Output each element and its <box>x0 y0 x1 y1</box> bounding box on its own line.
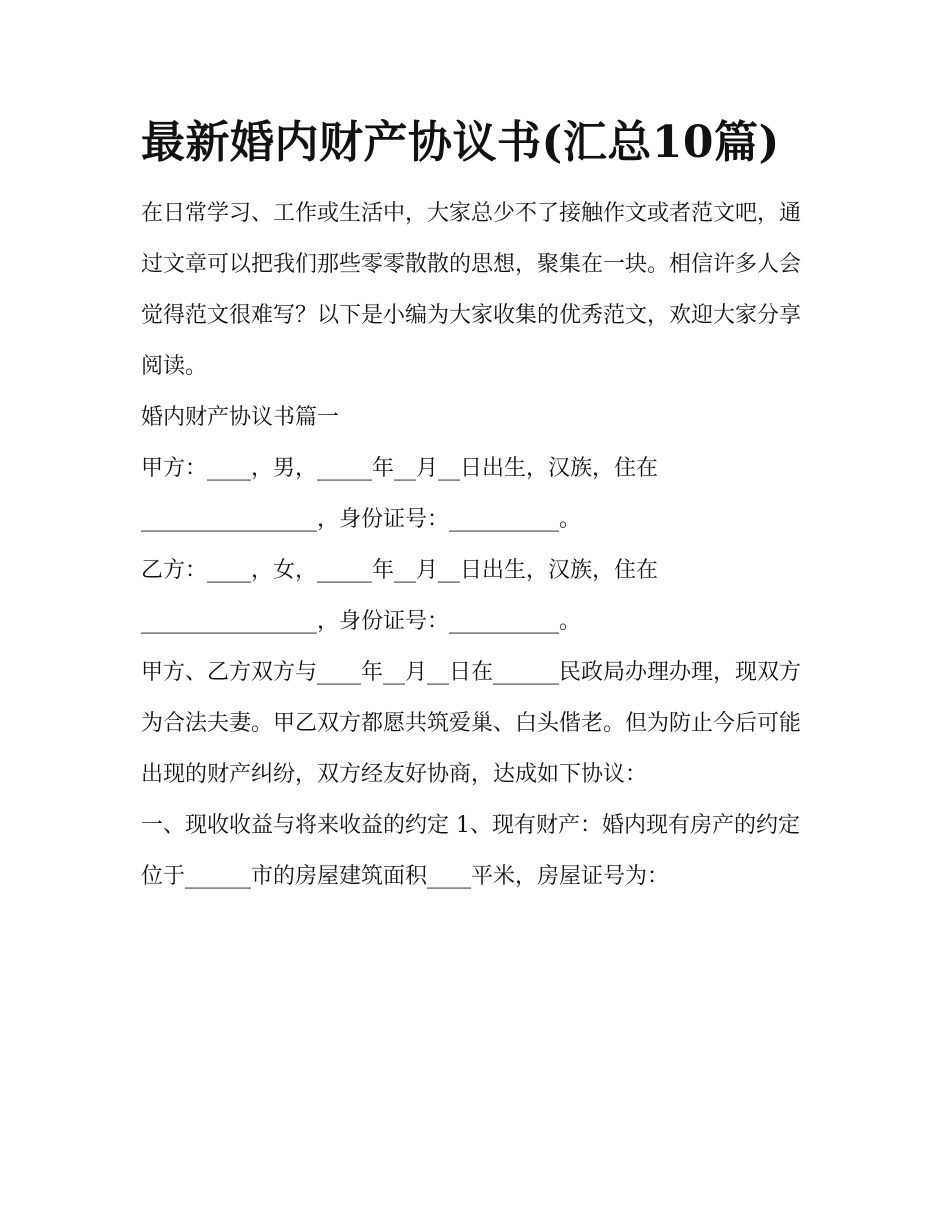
property-line: 位于______市的房屋建筑面积____平米，房屋证号为： <box>141 864 670 889</box>
party-b-id-line: ________________，身份证号：__________。 <box>141 609 582 634</box>
section-heading: 婚内财产协议书篇一 <box>141 405 340 430</box>
clause-one: 一、现收收益与将来收益的约定 1、现有财产：婚内现有房产的约定 <box>141 813 800 838</box>
document-body <box>141 112 821 902</box>
document-title: 最新婚内财产协议书(汇总10篇) <box>141 117 780 168</box>
party-a-id-line: ________________，身份证号：__________。 <box>141 507 582 532</box>
party-a-line: 甲方：____，男，_____年__月__日出生，汉族，住在 <box>141 456 659 481</box>
party-b-line: 乙方：____，女，_____年__月__日出生，汉族，住在 <box>141 558 659 583</box>
marriage-paragraph: 甲方、乙方双方与____年__月__日在______民政局办理办理，现双方为合法夫妻。甲乙双方都愿共筑爱巢、白头偕老。但为防止今后可能出现的财产纠纷，双方经友好协商，达成如下协议： <box>141 660 802 787</box>
intro-paragraph: 在日常学习、工作或生活中，大家总少不了接触作文或者范文吧，通过文章可以把我们那些零零散散的思想，聚集在一块。相信许多人会觉得范文很难写？以下是小编为大家收集的优秀范文，欢迎大家分享阅读。 <box>141 201 802 379</box>
